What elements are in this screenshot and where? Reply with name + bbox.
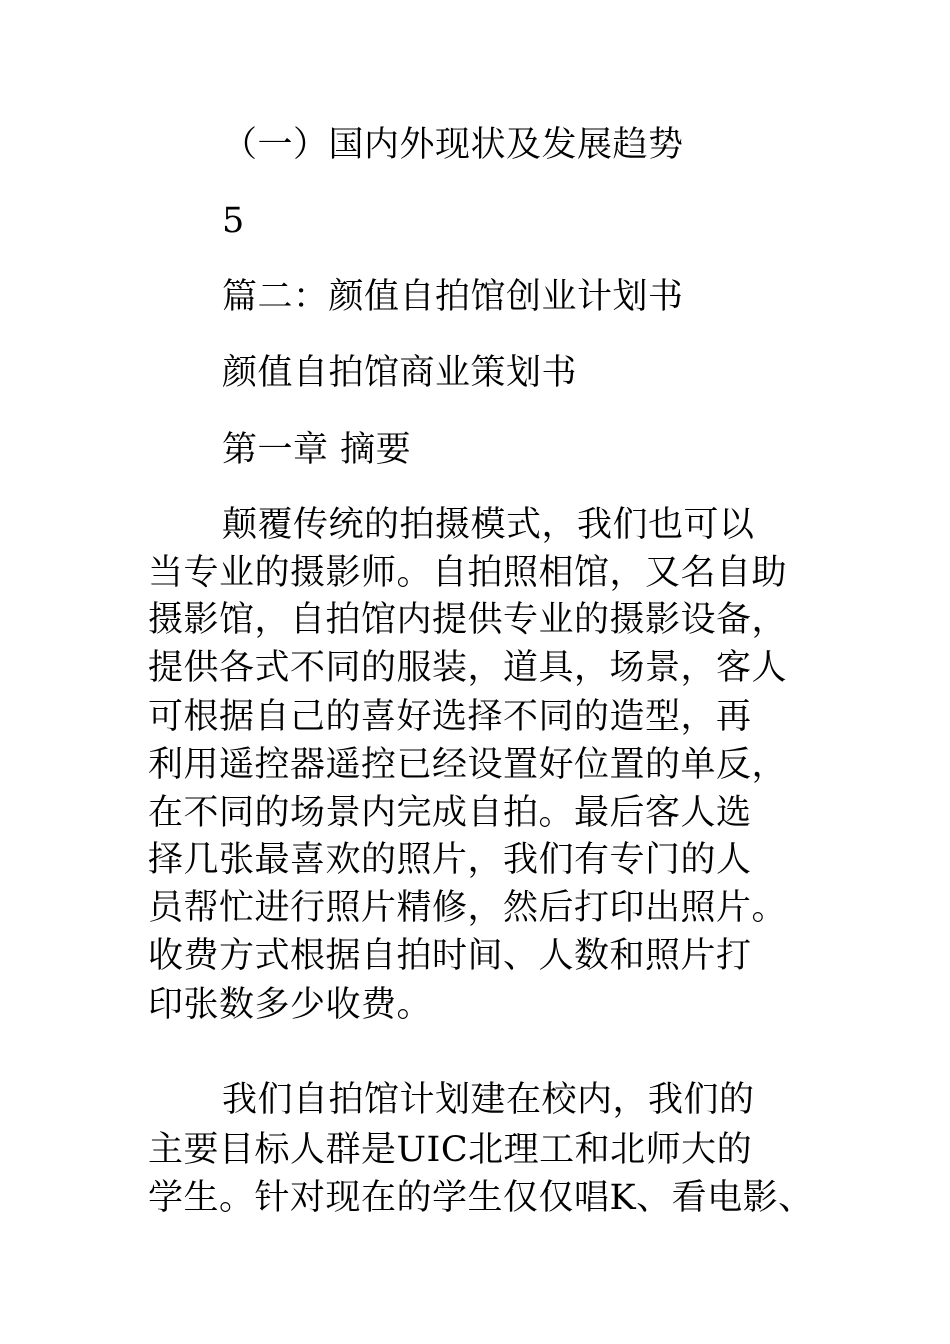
section-heading: （一）国内外现状及发展趋势 <box>222 125 684 165</box>
text-line: 择几张最喜欢的照片，我们有专门的人 <box>148 840 752 880</box>
text-line: 在不同的场景内完成自拍。最后客人选 <box>148 793 752 833</box>
chapter-heading: 第一章 摘要 <box>222 430 412 470</box>
document-title: 颜值自拍馆商业策划书 <box>222 353 578 393</box>
text-line: 可根据自己的喜好选择不同的造型，再 <box>148 697 752 737</box>
article-title: 篇二：颜值自拍馆创业计划书 <box>222 277 684 317</box>
text-line: 学生。针对现在的学生仅仅唱K、看电影、 <box>148 1178 814 1218</box>
text-line: 颠覆传统的拍摄模式，我们也可以 <box>222 505 755 545</box>
page-number: 5 <box>222 201 245 241</box>
text-line: 提供各式不同的服装，道具，场景，客人 <box>148 648 788 688</box>
text-line: 当专业的摄影师。自拍照相馆，又名自助 <box>148 553 788 593</box>
text-line: 摄影馆，自拍馆内提供专业的摄影设备， <box>148 600 788 640</box>
text-line: 利用遥控器遥控已经设置好位置的单反， <box>148 745 788 785</box>
text-line: 员帮忙进行照片精修，然后打印出照片。 <box>148 888 788 928</box>
text-line: 收费方式根据自拍时间、人数和照片打 <box>148 936 752 976</box>
text-line: 我们自拍馆计划建在校内，我们的 <box>222 1080 755 1120</box>
text-line: 印张数多少收费。 <box>148 985 433 1025</box>
text-line: 主要目标人群是UIC北理工和北师大的 <box>148 1130 753 1170</box>
